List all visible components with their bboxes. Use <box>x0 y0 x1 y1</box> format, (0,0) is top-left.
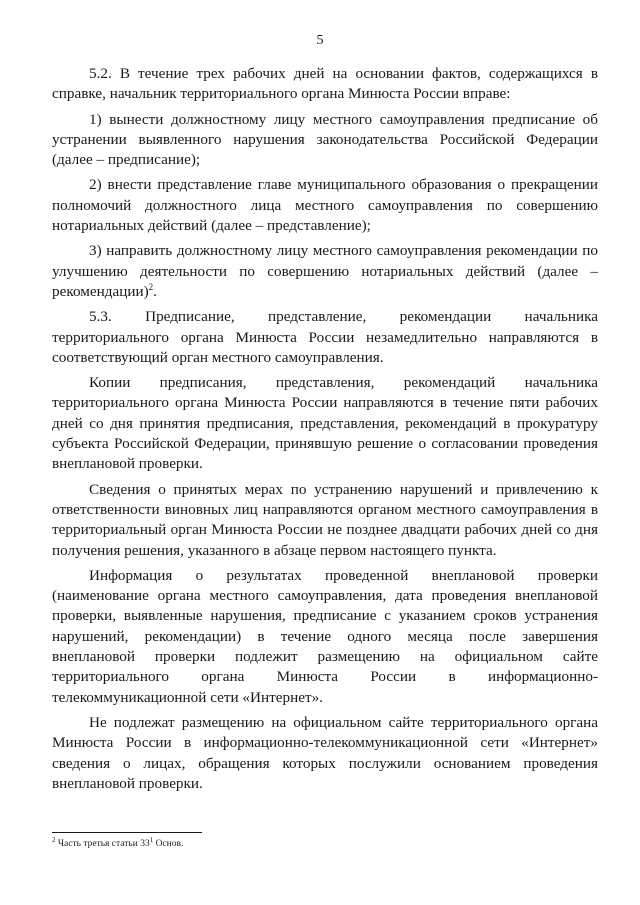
paragraph-not-published: Не подлежат размещению на официальном сайте территориального органа Минюста России в информационно-телекоммуникационной сети «Интернет» сведения о лицах, обращения которых послужили основанием проведения внеплановой проверки. <box>52 713 598 792</box>
paragraph-5-2: 5.2. В течение трех рабочих дней на основании фактов, содержащихся в справке, начальник территориального органа Минюста России вправе: <box>52 65 598 103</box>
footnote-text-end: Основ. <box>153 839 184 849</box>
page-number: 5 <box>316 33 324 48</box>
footnote-text: Часть третья статьи 33 <box>55 839 150 849</box>
paragraph-item-2: 2) внести представление главе муниципального образования о прекращении полномочий должностного лица местного самоуправления по совершению нотариальных действий (далее – представление); <box>52 176 598 235</box>
footnote-divider <box>52 832 202 833</box>
paragraph-5-3: 5.3. Предписание, представление, рекомендации начальника территориального органа Минюста России незамедлительно направляются в соответствующий орган местного самоуправления. <box>52 308 598 366</box>
paragraph-item-1: 1) вынести должностному лицу местного самоуправления предписание об устранении выявленного нарушения законодательства Российской Федерации (далее – предписание); <box>52 110 598 169</box>
paragraph-item-3 <box>52 241 598 302</box>
paragraph-item-3-text: 3) направить должностному лицу местного самоуправления рекомендации по улучшению деятельности по совершению нотариальных действий (далее – рекомендации) <box>52 242 598 300</box>
paragraph-measures: Сведения о принятых мерах по устранению нарушений и привлечению к ответственности виновных лиц направляются органом местного самоуправления в территориальный орган Минюста России не позднее двадцати рабочих дней со дня получения решения, указанного в абзаце первом настоящего пункта. <box>52 480 598 559</box>
document-body <box>52 64 598 799</box>
footnote-ref: 2 <box>148 281 154 292</box>
paragraph-information: Информация о результатах проведенной внеплановой проверки (наименование органа местного самоуправления, дата проведения внеплановой проверки, выявленные нарушения, предписание с указанием сроков устранения нарушений, рекомендации) в течение одного месяца после завершения внеплановой проверки подлежит размещению на официальном сайте территориального органа Минюста России в информационно-телекоммуникационной сети «Интернет». <box>52 566 598 706</box>
footnote-text-sup: 1 <box>149 835 154 844</box>
footnote <box>52 835 184 850</box>
paragraph-copies: Копии предписания, представления, рекомендаций начальника территориального органа Минюста России направляются в течение пяти рабочих дней со дня принятия предписания, представления, рекомендаций в прокуратуру субъекта Российской Федерации, принявшую решение о согласовании проведения внеплановой проверки. <box>52 374 598 473</box>
footnote-marker: 2 <box>52 835 56 844</box>
paragraph-item-3-end: . <box>153 282 157 300</box>
